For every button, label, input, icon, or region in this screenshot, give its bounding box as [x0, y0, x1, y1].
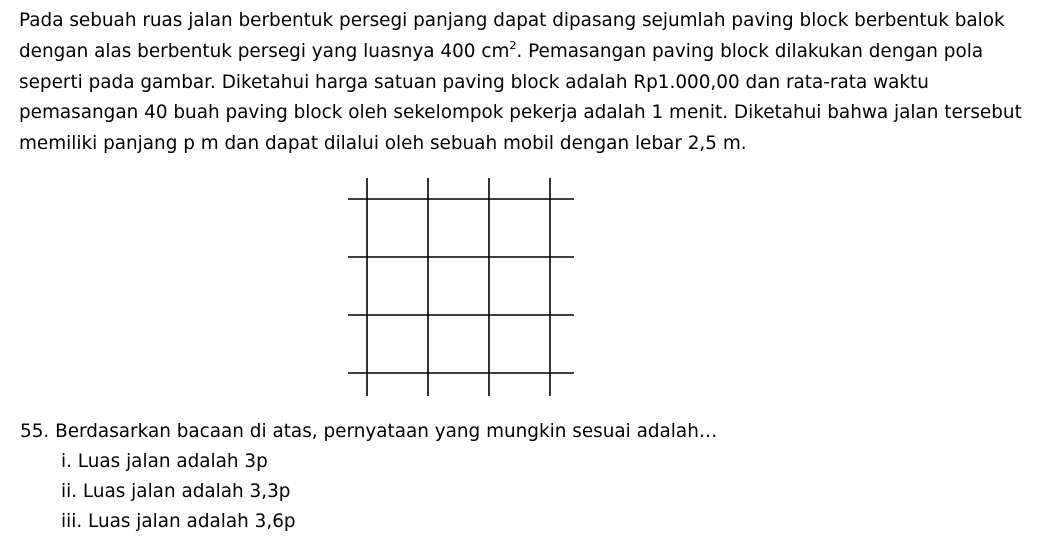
passage-part-2: . Pemasangan paving block dilakukan dengan pola seperti pada gambar. Diketahui harga satuan paving block adalah Rp1.000,00 dan rata-rata waktu pemasangan 40 buah paving block oleh sekelompok pekerja adalah 1 menit. Diketahui bahwa jalan tersebut memiliki panjang p m dan dapat dilalui oleh sebuah mobil dengan lebar 2,5 m. — [19, 40, 1022, 155]
superscript-2: 2 — [509, 38, 517, 52]
passage-part-1: Pada sebuah ruas jalan berbentuk persegi panjang dapat dipasang sejumlah paving block berbentuk balok dengan alas berbentuk persegi yang luasnya 400 cm — [19, 10, 1005, 62]
question-55: 55. Berdasarkan bacaan di atas, pernyataan yang mungkin sesuai adalah… — [20, 421, 718, 442]
option-i: i. Luas jalan adalah 3p — [61, 451, 268, 472]
passage-text — [19, 6, 1034, 160]
option-ii: ii. Luas jalan adalah 3,3p — [61, 481, 291, 502]
paving-block-grid-figure — [348, 178, 578, 398]
option-iii: iii. Luas jalan adalah 3,6p — [61, 511, 296, 532]
